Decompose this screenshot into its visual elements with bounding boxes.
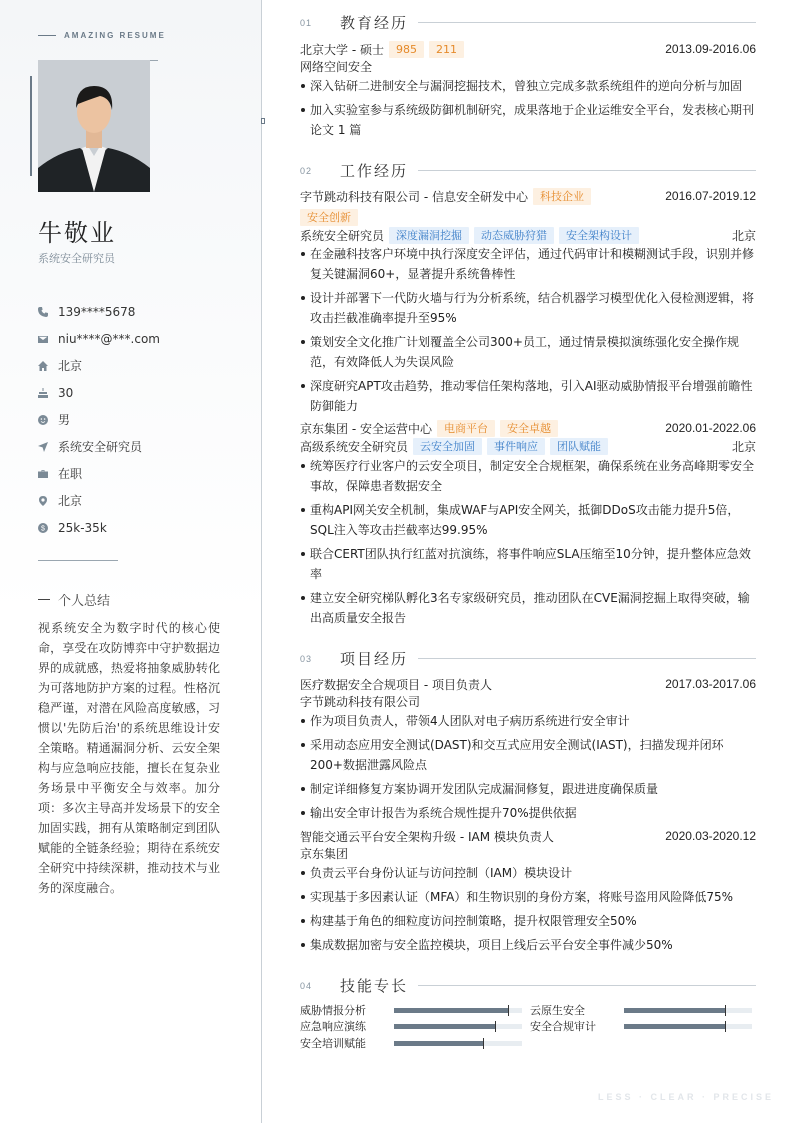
info-email-text: niu****@***.com: [58, 331, 160, 346]
skill-bar-fill: [394, 1041, 484, 1046]
info-salary-text: 25k-35k: [58, 520, 107, 535]
section-title: 项目经历: [340, 650, 409, 668]
cake-icon: [38, 388, 58, 398]
role-tag: 团队赋能: [550, 438, 608, 455]
project-bullets: [300, 863, 756, 959]
project-header-row: [300, 827, 756, 845]
summary-title: 个人总结: [58, 594, 111, 609]
skill-item: [300, 1018, 522, 1034]
job-company: 字节跳动科技有限公司 - 信息安全研发中心: [300, 189, 528, 204]
education-major: 网络空间安全: [300, 60, 373, 74]
profile-title: 系统安全研究员: [38, 252, 115, 265]
skill-name: 威胁情报分析: [300, 1004, 366, 1017]
email-icon: [38, 334, 58, 344]
skill-name: 安全培训赋能: [300, 1037, 366, 1050]
list-item: 深入钻研二进制安全与漏洞挖掘技术，曾独立完成多款系统组件的逆向分析与加固: [300, 76, 756, 96]
salary-icon: [38, 523, 58, 533]
skill-bar-fill: [624, 1024, 726, 1029]
project-company: 字节跳动科技有限公司: [300, 695, 421, 709]
job-location: 北京: [731, 439, 756, 454]
section-number: 01: [300, 17, 313, 28]
job-tag-row: [300, 208, 756, 226]
project-bullets: [300, 711, 756, 827]
job-role: 系统安全研究员: [300, 228, 385, 243]
list-item: 统筹医疗行业客户的云安全项目，制定安全合规框架，确保系统在业务高峰期零安全事故，保障患者数据安全: [300, 456, 756, 496]
info-position-text: 系统安全研究员: [58, 440, 143, 454]
info-phone-text: 139****5678: [58, 304, 136, 319]
company-tag: 电商平台: [437, 420, 495, 437]
profile-photo: [38, 60, 150, 192]
briefcase-icon: [38, 469, 58, 479]
phone-icon: [38, 307, 58, 317]
education-bullets: [300, 76, 756, 144]
summary-heading: [38, 590, 110, 609]
gender-icon: [38, 415, 58, 425]
list-item: 采用动态应用安全测试(DAST)和交互式应用安全测试(IAST)，扫描发现并闭环200+数据泄露风险点: [300, 735, 756, 775]
skill-bar-fill: [394, 1008, 509, 1013]
job-header-row: [300, 419, 756, 437]
brand-divider: [38, 35, 56, 36]
info-home: [38, 352, 160, 379]
home-icon: [38, 361, 58, 371]
company-tag: 安全创新: [300, 209, 358, 226]
job-location: 北京: [731, 228, 756, 243]
section-rule: [418, 22, 756, 23]
skill-bar: [394, 1008, 522, 1013]
location-icon: [38, 496, 58, 506]
company-tag: 安全卓越: [500, 420, 558, 437]
info-age-text: 30: [58, 385, 74, 400]
skill-item: [530, 1018, 752, 1034]
project-date: 2020.03-2020.12: [665, 829, 756, 843]
education-date: 2013.09-2016.06: [665, 42, 756, 56]
job-header-row: [300, 187, 756, 205]
job-role-row: [300, 226, 756, 244]
avatar-portrait: [38, 60, 150, 192]
section-rule: [418, 985, 756, 986]
role-tag: 动态威胁狩猎: [474, 227, 554, 244]
info-status: [38, 460, 160, 487]
list-item: 制定详细修复方案协调开发团队完成漏洞修复，跟进进度确保质量: [300, 779, 756, 799]
section-rule: [418, 658, 756, 659]
job-date: 2016.07-2019.12: [665, 189, 756, 203]
skill-bar: [624, 1008, 752, 1013]
skill-bar-marker: [725, 1005, 726, 1016]
section-rule: [418, 170, 756, 171]
skill-bar: [394, 1024, 522, 1029]
svg-text:$: $: [41, 525, 45, 533]
summary-dash: [38, 599, 50, 600]
list-item: 建立安全研究梯队孵化3名专家级研究员，推动团队在CVE漏洞挖掘上取得突破，输出高质量安全报告: [300, 588, 756, 628]
skill-bar-fill: [624, 1008, 726, 1013]
project-header-row: [300, 675, 756, 693]
skill-name: 安全合规审计: [530, 1020, 596, 1033]
job-bullets: [300, 244, 756, 420]
list-item: 作为项目负责人，带领4人团队对电子病历系统进行安全审计: [300, 711, 756, 731]
info-location-text: 北京: [58, 494, 83, 508]
list-item: 输出安全审计报告为系统合规性提升70%提供依据: [300, 803, 756, 823]
skill-bar-marker: [483, 1038, 484, 1049]
list-item: 集成数据加密与安全监控模块，项目上线后云平台安全事件减少50%: [300, 935, 756, 955]
section-title: 工作经历: [340, 162, 409, 180]
skill-name: 应急响应演练: [300, 1020, 366, 1033]
section-projects-header: [300, 648, 756, 669]
timeline-marker: [261, 118, 265, 124]
skill-name: 云原生安全: [530, 1004, 585, 1017]
list-item: 在金融科技客户环境中执行深度安全评估，通过代码审计和模糊测试手段，识别并修复关键漏洞60+，显著提升系统鲁棒性: [300, 244, 756, 284]
info-gender: [38, 406, 160, 433]
skill-bar: [394, 1041, 522, 1046]
job-company: 京东集团 - 安全运营中心: [300, 421, 432, 436]
project-name: 智能交通云平台安全架构升级 - IAM 模块负责人: [300, 829, 554, 844]
info-age: [38, 379, 160, 406]
list-item: 实现基于多因素认证（MFA）和生物识别的身份方案，将账号盗用风险降低75%: [300, 887, 756, 907]
skill-item: [530, 1002, 752, 1018]
skill-item: [300, 1002, 522, 1018]
education-tag: 211: [429, 41, 464, 58]
skill-bar-fill: [394, 1024, 496, 1029]
section-work-header: [300, 160, 756, 181]
list-item: 重构API网关安全机制，集成WAF与API安全网关，抵御DDoS攻击能力提升5倍，SQL注入等攻击拦截率达99.95%: [300, 500, 756, 540]
list-item: 负责云平台身份认证与访问控制（IAM）模块设计: [300, 863, 756, 883]
section-number: 04: [300, 980, 313, 991]
role-tag: 云安全加固: [413, 438, 482, 455]
footer-watermark: LESS · CLEAR · PRECISE: [597, 1092, 774, 1102]
info-phone: [38, 298, 160, 325]
project-name: 医疗数据安全合规项目 - 项目负责人: [300, 677, 492, 692]
education-school: 北京大学 - 硕士: [300, 42, 384, 57]
list-item: 策划安全文化推广计划覆盖全公司300+员工，通过情景模拟演练强化安全操作规范，有效降低人为失误风险: [300, 332, 756, 372]
skill-item: [300, 1035, 522, 1051]
section-title: 技能专长: [340, 977, 409, 995]
job-role: 高级系统安全研究员: [300, 439, 409, 454]
project-company: 京东集团: [300, 847, 349, 861]
job-date: 2020.01-2022.06: [665, 421, 756, 435]
sidebar: [0, 0, 262, 1123]
skill-bar-marker: [495, 1021, 496, 1032]
education-header-row: [300, 40, 756, 58]
brand-text: AMAZING RESUME: [64, 31, 166, 40]
role-tag: 深度漏洞挖掘: [389, 227, 469, 244]
sidebar-divider: [38, 560, 118, 561]
profile-name: 牛敬业: [38, 219, 116, 247]
photo-accent-bar: [30, 76, 32, 176]
job-bullets: [300, 456, 756, 632]
info-gender-text: 男: [58, 413, 71, 427]
company-tag: 科技企业: [533, 188, 591, 205]
info-position: [38, 433, 160, 460]
list-item: 设计并部署下一代防火墙与行为分析系统，结合机器学习模型优化入侵检测逻辑，将攻击拦截准确率提升至95%: [300, 288, 756, 328]
info-location: [38, 487, 160, 514]
info-salary: [38, 514, 160, 541]
section-title: 教育经历: [340, 14, 409, 32]
info-status-text: 在职: [58, 467, 83, 481]
list-item: 构建基于角色的细粒度访问控制策略，提升权限管理安全50%: [300, 911, 756, 931]
info-home-text: 北京: [58, 359, 83, 373]
summary-text: 视系统安全为数字时代的核心使命，享受在攻防博弈中守护数据边界的成就感，热爱将抽象威胁转化为可落地防护方案的过程。性格沉稳严谨，对潜在风险高度敏感，习惯以'先防后治'的系统思维设计安全策略。精通漏洞分析、云安全架构与应急响应技能，擅长在复杂业务场景中平衡安全与效率。加分项：多次主导高并发场景下的安全加固实践，拥有从策略制定到团队赋能的全链条经验；期待在系统安全研究中持续深耕，推动技术与业务的深度融合。: [38, 621, 220, 895]
education-tag: 985: [389, 41, 424, 58]
skill-bar-marker: [508, 1005, 509, 1016]
job-role-row: [300, 437, 756, 455]
section-education-header: [300, 12, 756, 33]
section-skills-header: [300, 975, 756, 996]
list-item: 联合CERT团队执行红蓝对抗演练，将事件响应SLA压缩至10分钟，提升整体应急效率: [300, 544, 756, 584]
section-number: 02: [300, 165, 313, 176]
role-tag: 事件响应: [487, 438, 545, 455]
contact-info-list: [38, 298, 160, 541]
send-icon: [38, 442, 58, 452]
brand: [38, 31, 166, 40]
info-email: [38, 325, 160, 352]
skill-bar-marker: [725, 1021, 726, 1032]
skill-bar: [624, 1024, 752, 1029]
list-item: 深度研究APT攻击趋势，推动零信任架构落地，引入AI驱动威胁情报平台增强前瞻性防御能力: [300, 376, 756, 416]
project-date: 2017.03-2017.06: [665, 677, 756, 691]
role-tag: 安全架构设计: [559, 227, 639, 244]
list-item: 加入实验室参与系统级防御机制研究，成果落地于企业运维安全平台，发表核心期刊论文 1 篇: [300, 100, 756, 140]
section-number: 03: [300, 653, 313, 664]
